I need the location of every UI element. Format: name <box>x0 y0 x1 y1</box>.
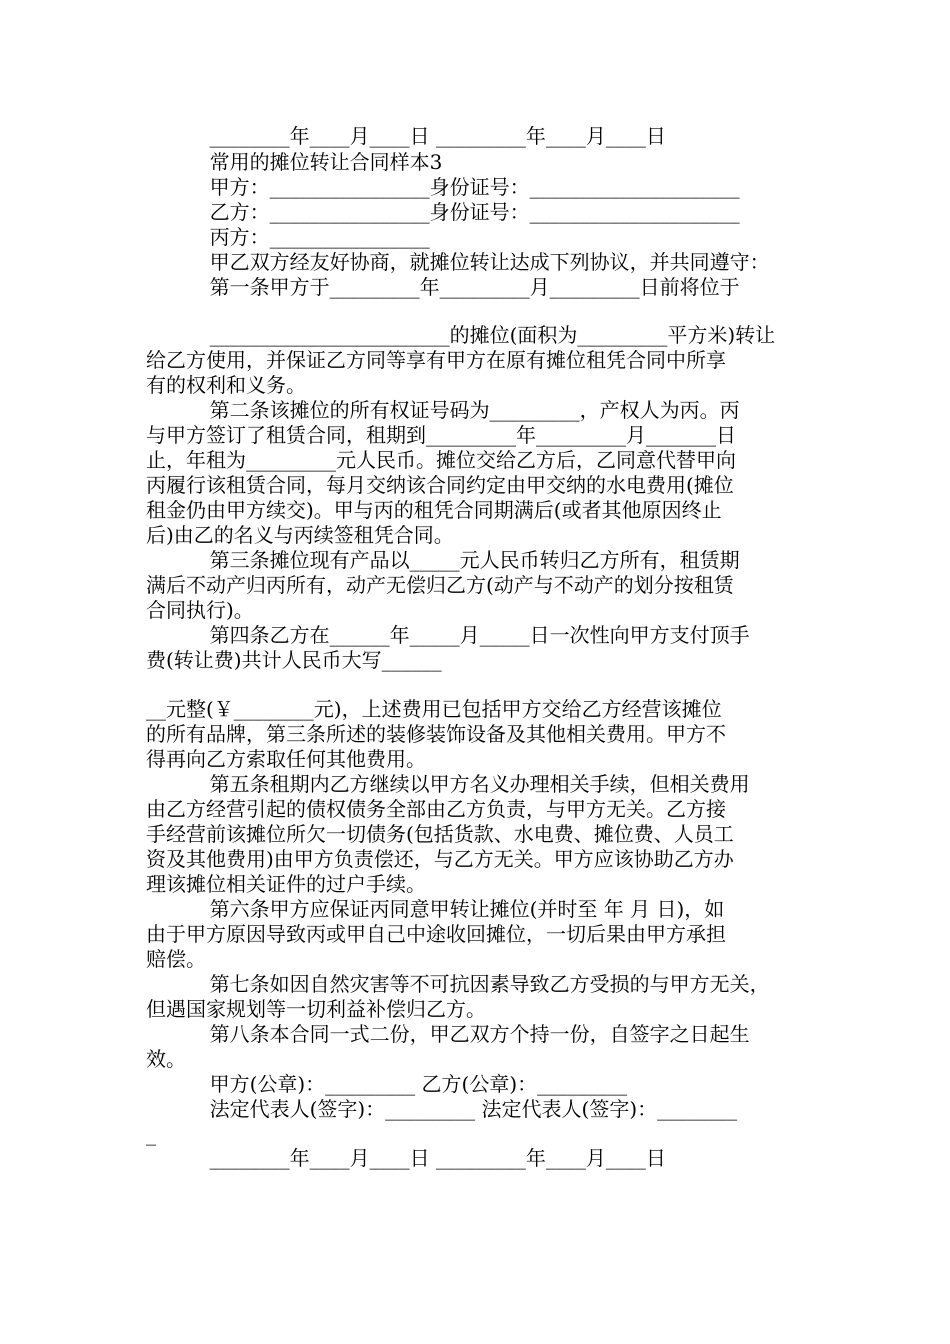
contract-line: 法定代表人(签字)：_________ 法定代表人(签字)：________ <box>146 1097 738 1121</box>
contract-line: 第六条甲方应保证丙同意甲转让摊位(并时至 年 月 日)，如 <box>146 897 725 921</box>
contract-line: 丙方：________________ <box>146 225 430 249</box>
contract-line: 合同执行)。 <box>146 598 254 622</box>
contract-line: 第三条摊位现有产品以_____元人民币转归乙方所有，租赁期 <box>146 548 740 572</box>
contract-line: 由于甲方原因导致丙或甲自己中途收回摊位，一切后果由甲方承担 <box>146 922 726 946</box>
contract-line: 乙方：________________身份证号：_____________________ <box>146 200 740 224</box>
contract-line: __元整(￥________元)，上述费用已包括甲方交给乙方经营该摊位 <box>146 697 722 721</box>
contract-line: 手经营前该摊位所欠一切债务(包括货款、水电费、摊位费、人员工 <box>146 822 734 846</box>
contract-line: 有的权利和义务。 <box>146 373 306 397</box>
contract-line: 资及其他费用)由甲方负责偿还，与乙方无关。甲方应该协助乙方办 <box>146 847 734 871</box>
contract-line: 第八条本合同一式二份，甲乙双方个持一份，自签字之日起生 <box>146 1022 750 1046</box>
contract-line: 费(转让费)共计人民币大写______ <box>146 648 442 672</box>
contract-line: 得再向乙方索取任何其他费用。 <box>146 747 426 771</box>
contract-line: 理该摊位相关证件的过户手续。 <box>146 872 426 896</box>
contract-line: 甲乙双方经友好协商，就摊位转让达成下列协议，并共同遵守： <box>146 250 770 274</box>
contract-line: 由乙方经营引起的债权债务全部由乙方负责，与甲方无关。乙方接 <box>146 797 726 821</box>
contract-line: ________________________的摊位(面积为_________平方米)转让 <box>146 323 776 347</box>
contract-line: 赔偿。 <box>146 947 206 971</box>
contract-line: 后)由乙的名义与丙续签租凭合同。 <box>146 523 454 547</box>
contract-line: _ <box>146 1122 156 1146</box>
contract-line: ________年____月____日 _________年____月____日 <box>146 1146 666 1170</box>
contract-line: 的所有品牌，第三条所述的装修装饰设备及其他相关费用。甲方不 <box>146 722 726 746</box>
contract-line: 给乙方使用，并保证乙方同等享有甲方在原有摊位租凭合同中所享 <box>146 348 726 372</box>
contract-line: 第七条如因自然灾害等不可抗因素导致乙方受损的与甲方无关， <box>146 972 770 996</box>
contract-line: 丙履行该租赁合同，每月交纳该合同约定由甲交纳的水电费用(摊位 <box>146 473 734 497</box>
contract-line: ________年____月____日 _________年____月____日 <box>146 124 666 148</box>
contract-line: 第四条乙方在______年_____月_____日一次性向甲方支付顶手 <box>146 623 750 647</box>
contract-line: 第五条租期内乙方继续以甲方名义办理相关手续，但相关费用 <box>146 772 750 796</box>
contract-line: 甲方：________________身份证号：_____________________ <box>146 175 740 199</box>
contract-line: 第二条该摊位的所有权证号码为_________，产权人为丙。丙 <box>146 398 740 422</box>
contract-line: 第一条甲方于_________年_________月_________日前将位于 <box>146 275 740 299</box>
contract-line: 与甲方签订了租赁合同，租期到_________年_________月_______日 <box>146 423 736 447</box>
contract-line: 满后不动产归丙所有，动产无偿归乙方(动产与不动产的划分按租赁 <box>146 573 734 597</box>
contract-line: 但遇国家规划等一切利益补偿归乙方。 <box>146 997 486 1021</box>
contract-line: 常用的摊位转让合同样本3 <box>146 150 443 174</box>
contract-line: 止，年租为_________元人民币。摊位交给乙方后，乙同意代替甲向 <box>146 448 736 472</box>
contract-line: 甲方(公章)：_________ 乙方(公章)：_________ <box>146 1072 628 1096</box>
contract-line: 效。 <box>146 1047 186 1071</box>
contract-line: 租金仍由甲方续交)。甲与丙的租凭合同期满后(或者其他原因终止 <box>146 498 722 522</box>
